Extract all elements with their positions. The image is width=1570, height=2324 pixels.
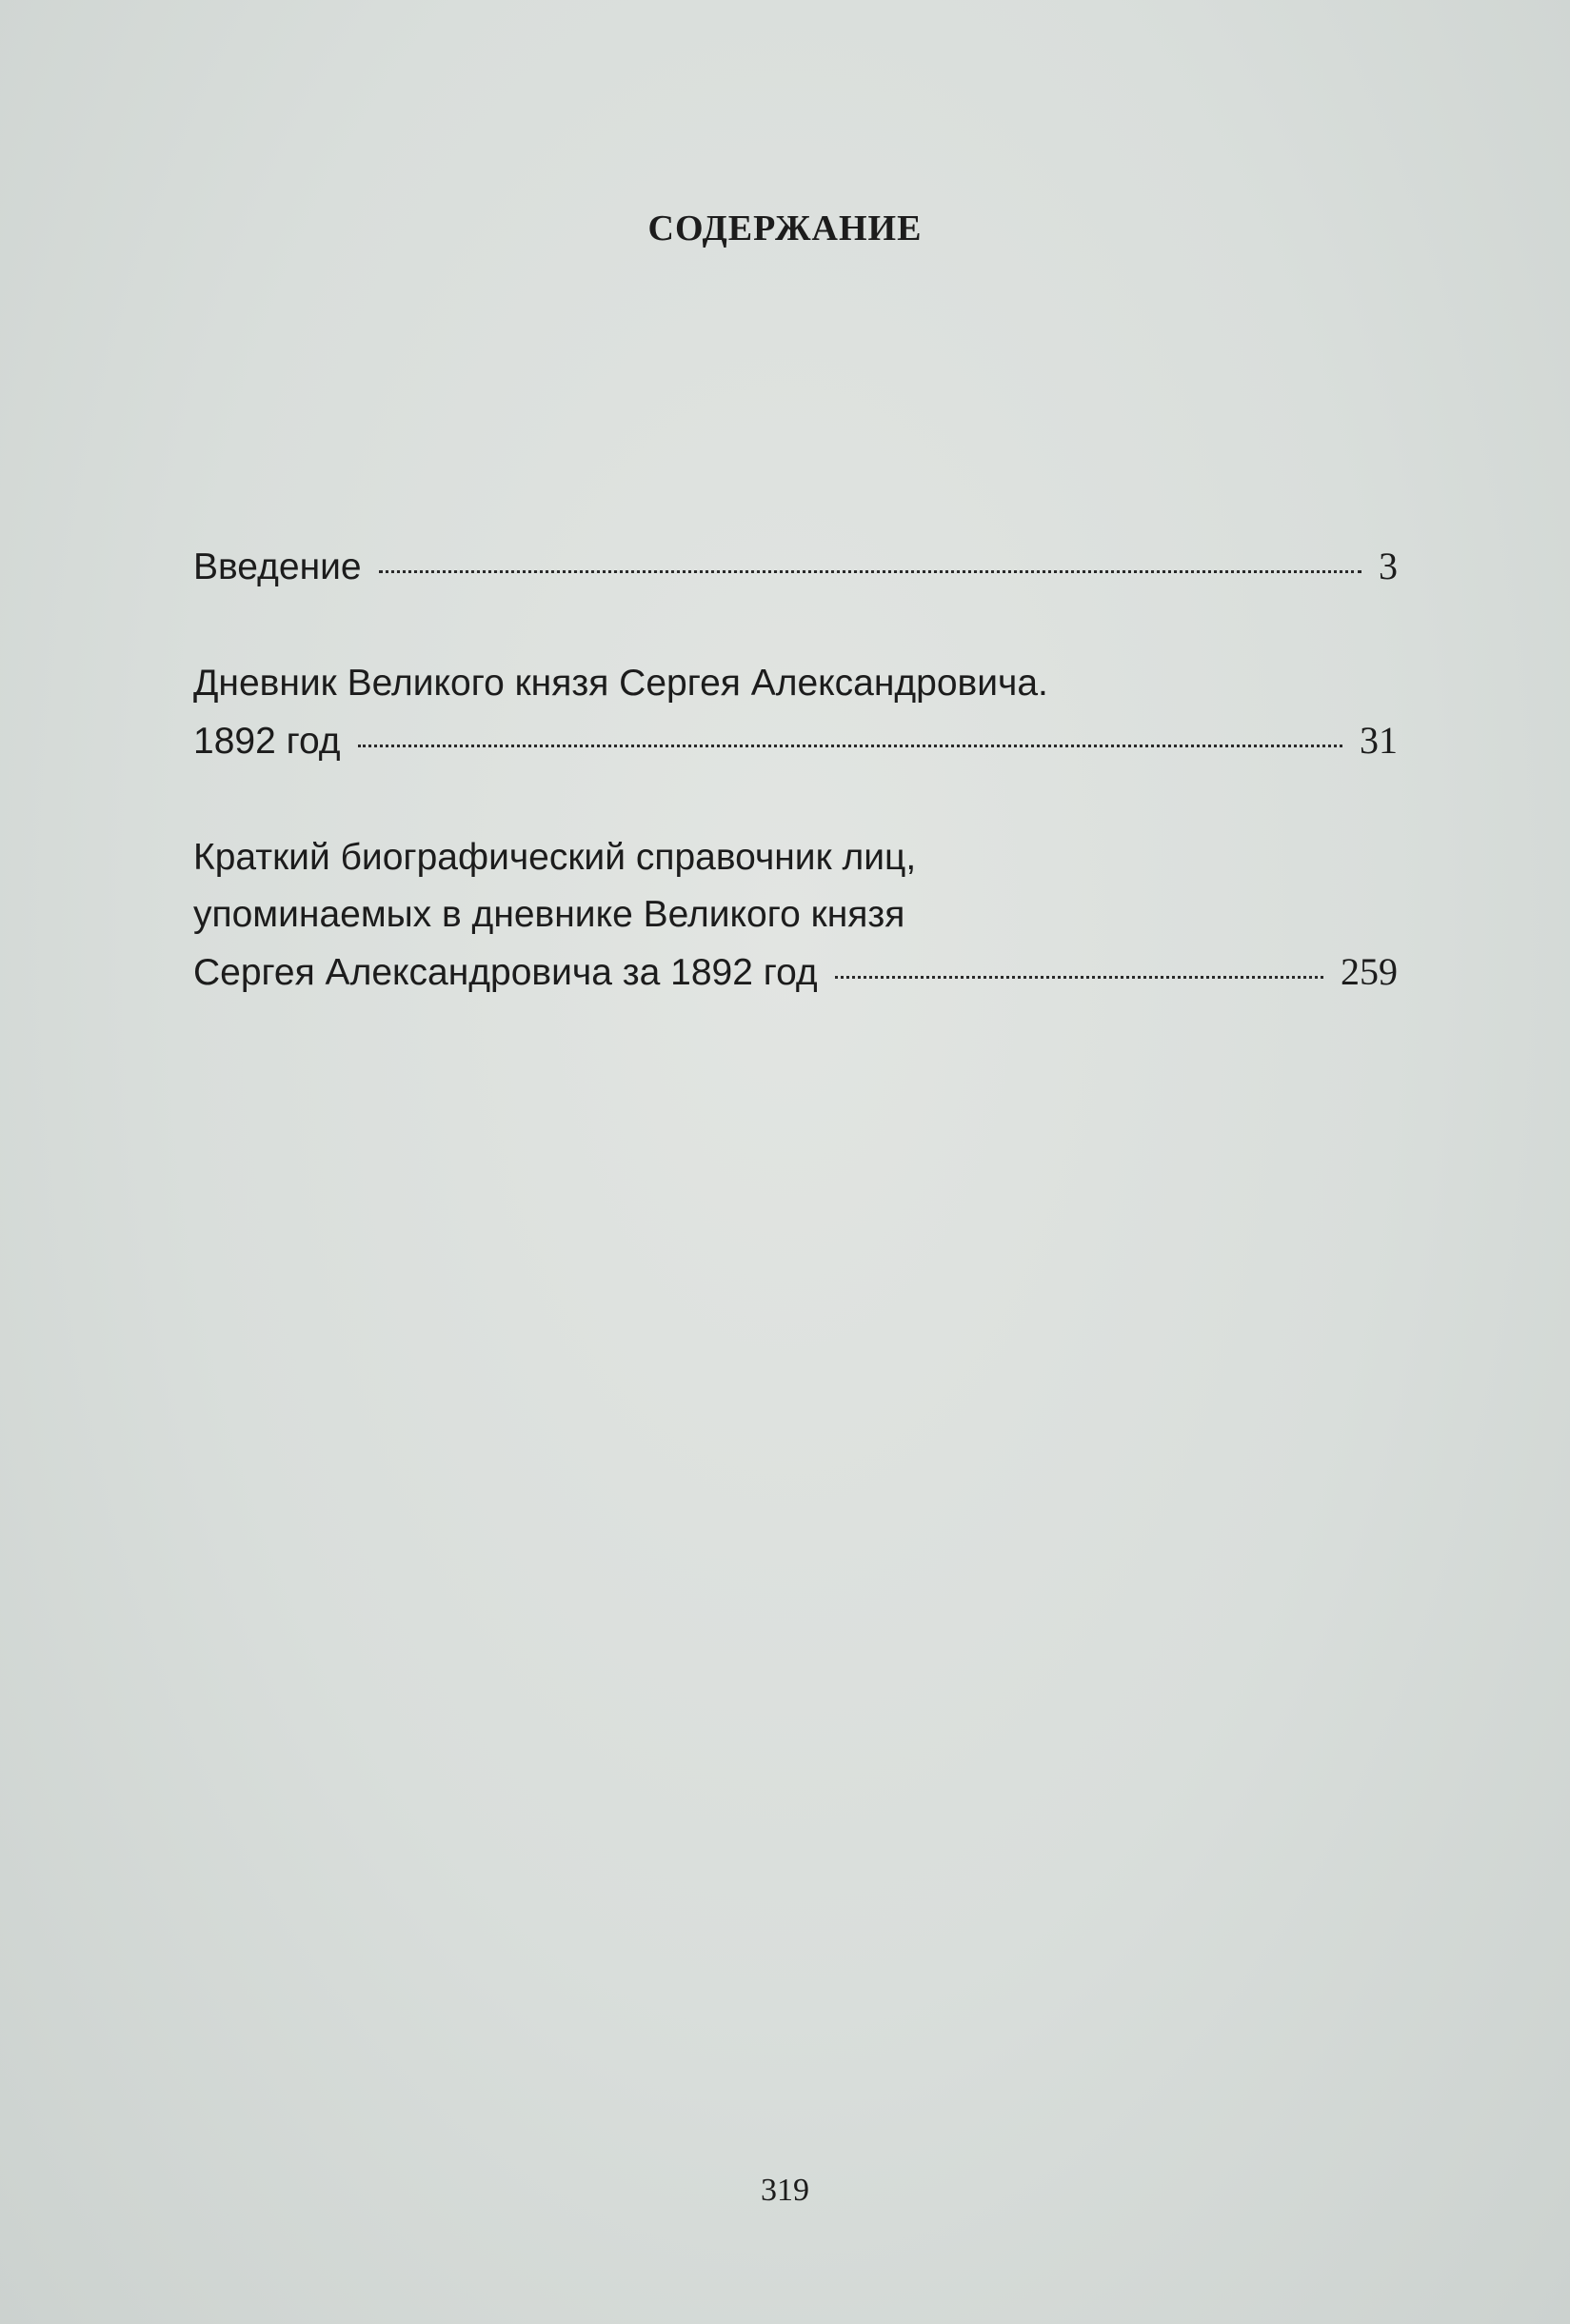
toc-entry-title: 1892 год bbox=[193, 721, 341, 762]
toc-page-number: 259 bbox=[1341, 950, 1398, 993]
page-number: 319 bbox=[761, 2173, 809, 2208]
table-of-contents bbox=[193, 538, 1398, 1061]
toc-entry-biographical-guide bbox=[193, 829, 1398, 1002]
toc-entry-title: Введение bbox=[193, 546, 362, 587]
toc-entry-diary bbox=[193, 655, 1398, 770]
toc-entry-line bbox=[193, 538, 1398, 596]
toc-page-number: 31 bbox=[1360, 719, 1398, 762]
dot-leader bbox=[835, 976, 1323, 979]
toc-entry-title: Сергея Александровича за 1892 год bbox=[193, 952, 818, 993]
toc-entry-title-line: Дневник Великого князя Сергея Александровича. bbox=[193, 663, 1048, 704]
toc-page-number: 3 bbox=[1379, 545, 1398, 587]
toc-entry-title-line: упоминаемых в дневнике Великого князя bbox=[193, 894, 905, 935]
toc-entry-title-line: Краткий биографический справочник лиц, bbox=[193, 837, 917, 878]
dot-leader bbox=[358, 745, 1342, 747]
toc-entry-line bbox=[193, 712, 1398, 770]
contents-heading: СОДЕРЖАНИЕ bbox=[647, 209, 923, 248]
toc-entry-line bbox=[193, 944, 1398, 1002]
dot-leader bbox=[379, 570, 1361, 573]
toc-entry-introduction bbox=[193, 538, 1398, 596]
